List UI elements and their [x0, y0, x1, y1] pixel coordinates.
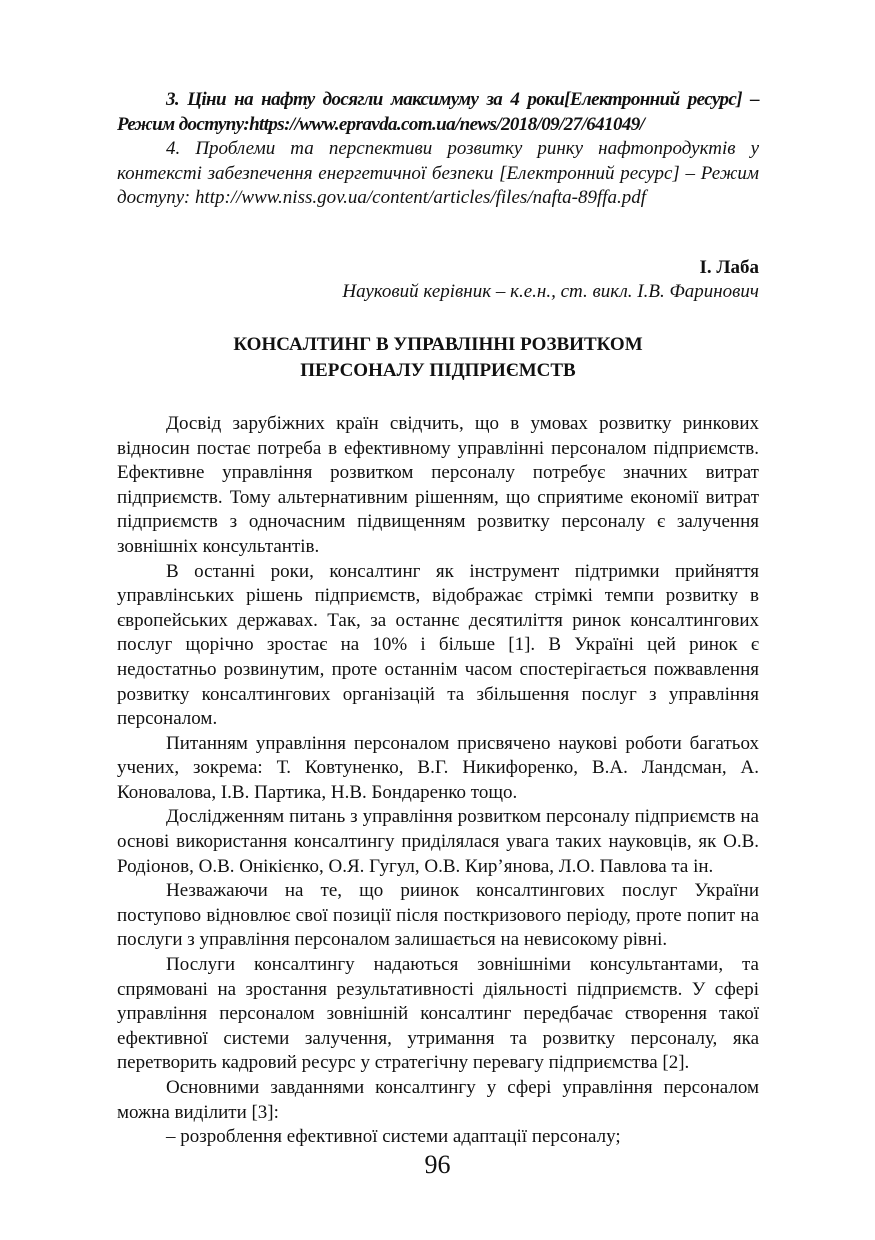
- paragraph: Основними завданнями консалтингу у сфері управління персоналом можна виділити [3]:: [117, 1077, 759, 1123]
- supervisor-line: Науковий керівник – к.е.н., ст. викл. І.В. Фаринович: [342, 280, 759, 302]
- list-item: – розроблення ефективної системи адаптації персоналу;: [166, 1126, 621, 1148]
- title-line-2: ПЕРСОНАЛУ ПІДПРИЄМСТВ: [300, 359, 576, 381]
- paragraph: Досвід зарубіжних країн свідчить, що в умовах розвитку ринкових відносин постає потреба в ефективному управлінні персоналом підприємств. Ефективне управління розвитком персоналу потребує значних витрат підприємств. Тому альтернативним рішенням, що сприятиме економії витрат підприємств з одночасним підвищенням розвитку персоналу є залучення зовнішніх консультантів.: [117, 412, 759, 557]
- reference-4: 4. Проблеми та перспективи розвитку ринку нафтопродуктів у контексті забезпечення енергетичної безпеки [Електронний ресурс] – Режим доступу: http://www.niss.gov.ua/content/articles/files/nafta-89ffa.pdf: [117, 138, 759, 209]
- paragraph: Незважаючи на те, що риинок консалтингових послуг України поступово відновлює свої позиції після посткризового періоду, проте попит на послуги з управління персоналом залишається на невисокому рівні.: [117, 880, 759, 951]
- title-line-1: КОНСАЛТИНГ В УПРАВЛІННІ РОЗВИТКОМ: [233, 333, 643, 355]
- paragraph: Дослідженням питань з управління розвитком персоналу підприємств на основі використання консалтингу приділялася увага таких науковців, як О.В. Родіонов, О.В. Онікієнко, О.Я. Гугул, О.В. Кир’янова, Л.О. Павлова та ін.: [117, 806, 759, 877]
- article-title: [117, 332, 759, 384]
- paragraph: В останні роки, консалтинг як інструмент підтримки прийняття управлінських рішень підприємств, відображає стрімкі темпи розвитку в європейських державах. Так, за останнє десятиліття ринок консалтингових послуг щорічно зростає на 10% і більше [1]. В Україні цей ринок є недостатньо розвинутим, проте останнім часом спостерігається пожвавлення розвитку консалтингових організацій та збільшення послуг з управління персоналом.: [117, 560, 759, 730]
- document-page: [117, 88, 759, 1150]
- paragraph: Питанням управління персоналом присвячено наукові роботи багатьох учених, зокрема: Т. Ковтуненко, В.Г. Никифоренко, В.А. Ландсман, А. Коновалова, І.В. Партика, Н.В. Бондаренко тощо.: [117, 732, 759, 803]
- article-body: [117, 412, 759, 1150]
- page-number: 96: [424, 1150, 451, 1179]
- reference-3: 3. Ціни на нафту досягли максимуму за 4 роки[Електронний ресурс] – Режим доступу:https://www.epravda.com.ua/news/2018/09/27/641049/: [117, 89, 759, 135]
- paragraph: Послуги консалтингу надаються зовнішніми консультантами, та спрямовані на зростання результативності діяльності підприємств. У сфері управління персоналом зовнішній консалтинг передбачає створення такої ефективної системи залучення, утримання та розвитку персоналу, яка перетворить кадровий ресурс у стратегічну перевагу підприємства [2].: [117, 954, 759, 1074]
- author-name: І. Лаба: [699, 256, 759, 278]
